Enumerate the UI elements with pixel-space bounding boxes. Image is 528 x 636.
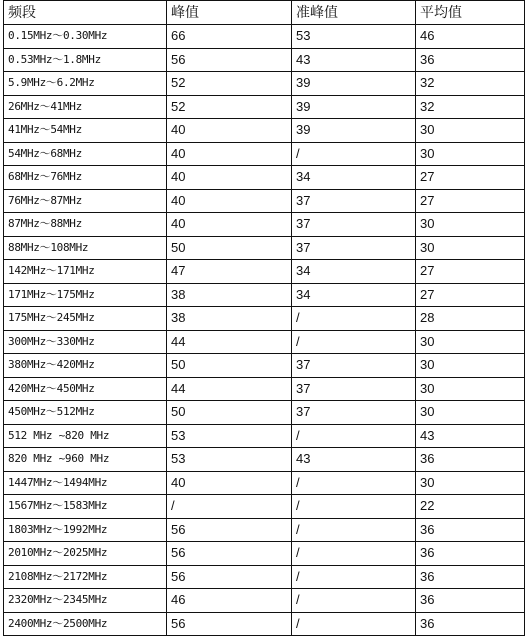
cell-quasi-peak: 34 xyxy=(292,260,416,284)
cell-quasi-peak: / xyxy=(292,424,416,448)
cell-quasi-peak: / xyxy=(292,518,416,542)
cell-band: 41MHz～54MHz xyxy=(4,119,167,143)
cell-peak: 53 xyxy=(167,448,292,472)
cell-peak: 56 xyxy=(167,518,292,542)
cell-peak: 38 xyxy=(167,307,292,331)
table-row xyxy=(4,354,525,378)
cell-quasi-peak: 37 xyxy=(292,401,416,425)
cell-average: 36 xyxy=(416,518,525,542)
table-row xyxy=(4,189,525,213)
table-row xyxy=(4,142,525,166)
cell-average: 30 xyxy=(416,213,525,237)
cell-quasi-peak: 39 xyxy=(292,119,416,143)
table-row xyxy=(4,48,525,72)
table-row xyxy=(4,72,525,96)
cell-average: 30 xyxy=(416,401,525,425)
cell-band: 88MHz～108MHz xyxy=(4,236,167,260)
cell-peak: 56 xyxy=(167,565,292,589)
cell-band: 87MHz～88MHz xyxy=(4,213,167,237)
cell-average: 30 xyxy=(416,330,525,354)
cell-average: 27 xyxy=(416,260,525,284)
cell-quasi-peak: 43 xyxy=(292,48,416,72)
cell-average: 30 xyxy=(416,354,525,378)
table-row xyxy=(4,401,525,425)
cell-peak: 50 xyxy=(167,236,292,260)
cell-quasi-peak: 39 xyxy=(292,72,416,96)
cell-band: 175MHz～245MHz xyxy=(4,307,167,331)
cell-average: 36 xyxy=(416,565,525,589)
table-row xyxy=(4,25,525,49)
table-body xyxy=(4,25,525,636)
cell-peak: 56 xyxy=(167,48,292,72)
cell-quasi-peak: 39 xyxy=(292,95,416,119)
table-row xyxy=(4,518,525,542)
cell-peak: 66 xyxy=(167,25,292,49)
cell-average: 32 xyxy=(416,95,525,119)
cell-average: 32 xyxy=(416,72,525,96)
cell-average: 30 xyxy=(416,142,525,166)
cell-quasi-peak: 37 xyxy=(292,213,416,237)
table-row xyxy=(4,589,525,613)
cell-band: 1447MHz～1494MHz xyxy=(4,471,167,495)
cell-band: 380MHz～420MHz xyxy=(4,354,167,378)
cell-peak: 40 xyxy=(167,213,292,237)
cell-average: 36 xyxy=(416,448,525,472)
cell-quasi-peak: / xyxy=(292,471,416,495)
cell-quasi-peak: 34 xyxy=(292,166,416,190)
cell-average: 43 xyxy=(416,424,525,448)
cell-band: 1567MHz～1583MHz xyxy=(4,495,167,519)
cell-band: 142MHz～171MHz xyxy=(4,260,167,284)
cell-average: 27 xyxy=(416,189,525,213)
header-peak: 峰值 xyxy=(167,1,292,25)
cell-average: 27 xyxy=(416,283,525,307)
cell-quasi-peak: / xyxy=(292,307,416,331)
cell-average: 46 xyxy=(416,25,525,49)
cell-peak: 52 xyxy=(167,72,292,96)
cell-quasi-peak: / xyxy=(292,142,416,166)
cell-band: 26MHz～41MHz xyxy=(4,95,167,119)
cell-average: 30 xyxy=(416,471,525,495)
cell-band: 2320MHz～2345MHz xyxy=(4,589,167,613)
table-row xyxy=(4,236,525,260)
cell-average: 27 xyxy=(416,166,525,190)
cell-average: 30 xyxy=(416,377,525,401)
cell-band: 450MHz～512MHz xyxy=(4,401,167,425)
cell-average: 22 xyxy=(416,495,525,519)
cell-peak: 47 xyxy=(167,260,292,284)
header-band: 频段 xyxy=(4,1,167,25)
header-quasi-peak: 准峰值 xyxy=(292,1,416,25)
cell-peak: 40 xyxy=(167,119,292,143)
table-row xyxy=(4,495,525,519)
cell-quasi-peak: 37 xyxy=(292,377,416,401)
cell-quasi-peak: / xyxy=(292,565,416,589)
table-row xyxy=(4,307,525,331)
table-row xyxy=(4,166,525,190)
table-header-row xyxy=(4,1,525,25)
cell-band: 1803MHz～1992MHz xyxy=(4,518,167,542)
table-row xyxy=(4,260,525,284)
table-row xyxy=(4,119,525,143)
header-average: 平均值 xyxy=(416,1,525,25)
cell-peak: 40 xyxy=(167,189,292,213)
cell-quasi-peak: / xyxy=(292,542,416,566)
table-row xyxy=(4,448,525,472)
cell-band: 2400MHz～2500MHz xyxy=(4,612,167,636)
table-row xyxy=(4,283,525,307)
cell-quasi-peak: 37 xyxy=(292,236,416,260)
cell-band: 171MHz～175MHz xyxy=(4,283,167,307)
cell-quasi-peak: 43 xyxy=(292,448,416,472)
table-row xyxy=(4,377,525,401)
cell-average: 30 xyxy=(416,119,525,143)
cell-average: 30 xyxy=(416,236,525,260)
cell-band: 420MHz～450MHz xyxy=(4,377,167,401)
cell-band: 300MHz～330MHz xyxy=(4,330,167,354)
cell-average: 36 xyxy=(416,48,525,72)
cell-band: 68MHz～76MHz xyxy=(4,166,167,190)
cell-band: 0.15MHz～0.30MHz xyxy=(4,25,167,49)
cell-peak: 40 xyxy=(167,142,292,166)
cell-quasi-peak: / xyxy=(292,330,416,354)
cell-average: 28 xyxy=(416,307,525,331)
table-row xyxy=(4,330,525,354)
table-row xyxy=(4,542,525,566)
cell-peak: 53 xyxy=(167,424,292,448)
table-row xyxy=(4,424,525,448)
cell-quasi-peak: / xyxy=(292,495,416,519)
cell-peak: 56 xyxy=(167,542,292,566)
cell-band: 2108MHz～2172MHz xyxy=(4,565,167,589)
table-row xyxy=(4,95,525,119)
table-row xyxy=(4,471,525,495)
cell-band: 0.53MHz～1.8MHz xyxy=(4,48,167,72)
cell-quasi-peak: 37 xyxy=(292,189,416,213)
cell-band: 76MHz～87MHz xyxy=(4,189,167,213)
cell-peak: 56 xyxy=(167,612,292,636)
cell-band: 2010MHz～2025MHz xyxy=(4,542,167,566)
cell-quasi-peak: 53 xyxy=(292,25,416,49)
cell-peak: 46 xyxy=(167,589,292,613)
cell-peak: 40 xyxy=(167,471,292,495)
cell-peak: 50 xyxy=(167,401,292,425)
table-row xyxy=(4,565,525,589)
cell-band: 820 MHz ~960 MHz xyxy=(4,448,167,472)
table-row xyxy=(4,213,525,237)
emission-limits-table xyxy=(3,0,525,636)
cell-peak: 44 xyxy=(167,330,292,354)
cell-peak: / xyxy=(167,495,292,519)
cell-peak: 50 xyxy=(167,354,292,378)
cell-quasi-peak: / xyxy=(292,589,416,613)
cell-band: 512 MHz ~820 MHz xyxy=(4,424,167,448)
cell-quasi-peak: 37 xyxy=(292,354,416,378)
cell-average: 36 xyxy=(416,589,525,613)
cell-peak: 40 xyxy=(167,166,292,190)
cell-peak: 44 xyxy=(167,377,292,401)
cell-band: 54MHz～68MHz xyxy=(4,142,167,166)
table-row xyxy=(4,612,525,636)
cell-quasi-peak: / xyxy=(292,612,416,636)
cell-average: 36 xyxy=(416,612,525,636)
cell-peak: 52 xyxy=(167,95,292,119)
cell-band: 5.9MHz～6.2MHz xyxy=(4,72,167,96)
cell-peak: 38 xyxy=(167,283,292,307)
cell-average: 36 xyxy=(416,542,525,566)
cell-quasi-peak: 34 xyxy=(292,283,416,307)
